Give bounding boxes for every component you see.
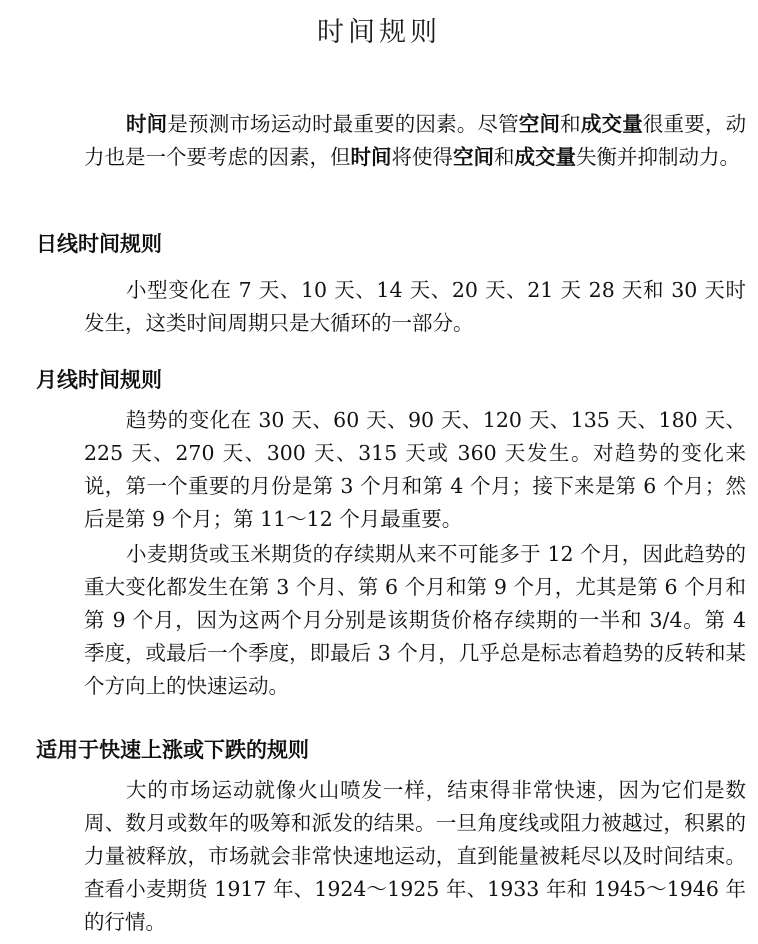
fast-move-rules-paragraph: 大的市场运动就像火山喷发一样，结束得非常快速，因为它们是数周、数月或数年的吸筹和派发的结果。一旦角度线或阻力被越过，积累的力量被释放，市场就会非常快速地运动，直到能量被耗尽以及时间结束。查看小麦期货 1917 年、1924～1925 年、1933 年和 1945～1946 年的行情。 [84,778,746,934]
intro-text: 失衡并抑制动力。 [576,145,740,169]
emphasis-term: 成交量 [580,112,643,136]
intro-text: 和 [560,112,581,136]
emphasis-term: 时间 [126,112,168,136]
intro-text: 将使得 [391,145,453,169]
intro-text: 和 [494,145,515,169]
monthly-rules-paragraph-2: 小麦期货或玉米期货的存续期从来不可能多于 12 个月，因此趋势的重大变化都发生在第 3 个月、第 6 个月和第 9 个月，尤其是第 6 个月和第 9 个月，因为这两个月分别是该期货价格存续期的一半和 3/4。第 4 季度，或最后一个季度，即最后 3 个月，几乎总是标志着趋势的反转和某个方向上的快速运动。 [84,542,746,698]
daily-rules-paragraph: 小型变化在 7 天、10 天、14 天、20 天、21 天 28 天和 30 天时发生，这类时间周期只是大循环的一部分。 [84,278,746,335]
page-title: 时间规则 [317,17,441,48]
emphasis-term: 时间 [350,145,392,169]
daily-rules-heading: 日线时间规则 [36,232,162,256]
emphasis-term: 成交量 [514,145,576,169]
intro-paragraph [84,108,746,174]
emphasis-term: 空间 [518,112,561,136]
emphasis-term: 空间 [453,145,494,169]
intro-text: 很重要，动力也是一个要考虑的因素，但 [84,112,747,169]
fast-move-rules-heading: 适用于快速上涨或下跌的规则 [36,738,309,762]
monthly-rules-paragraph-1: 趋势的变化在 30 天、60 天、90 天、120 天、135 天、180 天、225 天、270 天、300 天、315 天或 360 天发生。对趋势的变化来说，第一个重要的月份是第 3 个月和第 4 个月；接下来是第 6 个月；然后是第 9 个月；第 11～12 个月最重要。 [84,408,746,531]
monthly-rules-heading: 月线时间规则 [36,368,162,392]
intro-text: 是预测市场运动时最重要的因素。尽管 [167,112,519,136]
